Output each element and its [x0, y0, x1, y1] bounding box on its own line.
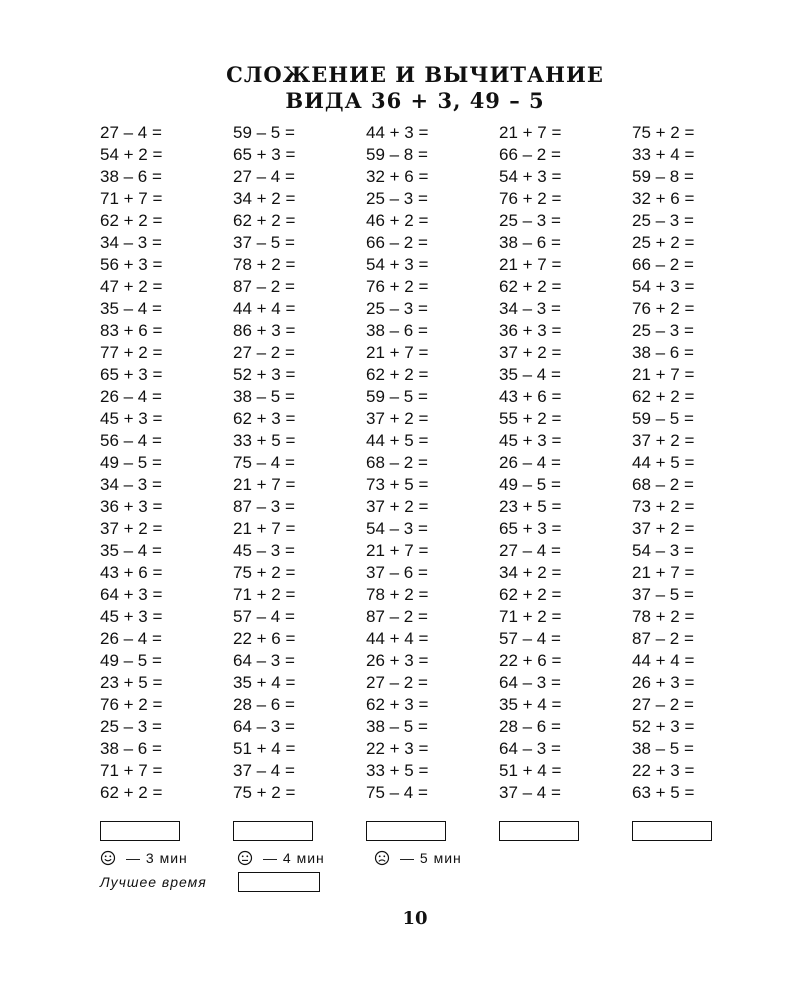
best-time-row [100, 872, 320, 892]
exercise-column-2 [233, 122, 366, 804]
exercise-item: 38 – 5 = [366, 717, 428, 736]
exercise-item: 68 – 2 = [632, 475, 694, 494]
exercise-item: 54 + 3 = [366, 255, 429, 274]
exercise-item: 37 + 2 = [366, 409, 429, 428]
exercise-item: 44 + 4 = [233, 299, 296, 318]
exercise-item: 38 – 6 = [632, 343, 694, 362]
exercise-item: 49 – 5 = [499, 475, 561, 494]
exercise-item: 37 + 2 = [499, 343, 562, 362]
exercise-item: 59 – 5 = [366, 387, 428, 406]
best-time-label: Лучшее время [100, 874, 207, 890]
exercise-item: 28 – 6 = [499, 717, 561, 736]
exercise-item: 21 + 7 = [499, 123, 562, 142]
exercise-item: 59 – 5 = [233, 123, 295, 142]
exercise-item: 37 + 2 = [632, 431, 695, 450]
exercise-item: 25 – 3 = [499, 211, 561, 230]
exercise-item: 34 – 3 = [100, 475, 162, 494]
exercise-item: 78 + 2 = [233, 255, 296, 274]
exercise-item: 52 + 3 = [233, 365, 296, 384]
exercise-item: 21 + 7 = [366, 541, 429, 560]
exercise-item: 54 – 3 = [366, 519, 428, 538]
exercise-item: 26 + 3 = [632, 673, 695, 692]
exercise-item: 62 + 2 = [233, 211, 296, 230]
exercise-item: 37 – 4 = [499, 783, 561, 802]
exercise-item: 46 + 2 = [366, 211, 429, 230]
exercise-item: 21 + 7 = [233, 519, 296, 538]
exercise-item: 32 + 6 = [366, 167, 429, 186]
exercise-item: 27 – 4 = [499, 541, 561, 560]
best-time-box[interactable] [238, 872, 320, 892]
exercise-item: 22 + 6 = [499, 651, 562, 670]
exercise-item: 64 – 3 = [499, 739, 561, 758]
page-title: СЛОЖЕНИЕ И ВЫЧИТАНИЕ [226, 62, 604, 87]
exercise-item: 25 – 3 = [632, 211, 694, 230]
exercise-item: 54 + 3 = [499, 167, 562, 186]
exercise-item: 23 + 5 = [499, 497, 562, 516]
exercise-item: 34 + 2 = [499, 563, 562, 582]
time-legend [100, 847, 514, 869]
time-boxes [100, 821, 765, 841]
smiley-happy-icon [100, 850, 118, 866]
exercise-item: 65 + 3 = [100, 365, 163, 384]
exercise-item: 34 – 3 = [499, 299, 561, 318]
exercise-item: 62 + 3 = [233, 409, 296, 428]
time-box-4[interactable] [499, 821, 579, 841]
legend-label: — 5 мин [400, 850, 462, 866]
exercise-item: 35 + 4 = [233, 673, 296, 692]
exercise-item: 35 – 4 = [499, 365, 561, 384]
exercise-item: 71 + 2 = [233, 585, 296, 604]
exercise-item: 26 – 4 = [100, 629, 162, 648]
exercise-item: 28 – 6 = [233, 695, 295, 714]
exercise-item: 33 + 4 = [632, 145, 695, 164]
exercise-item: 26 + 3 = [366, 651, 429, 670]
exercise-item: 87 – 2 = [233, 277, 295, 296]
exercise-item: 62 + 2 = [366, 365, 429, 384]
exercise-item: 34 + 2 = [233, 189, 296, 208]
exercise-item: 44 + 5 = [632, 453, 695, 472]
exercise-item: 26 – 4 = [100, 387, 162, 406]
exercise-item: 22 + 6 = [233, 629, 296, 648]
exercise-item: 87 – 3 = [233, 497, 295, 516]
exercise-item: 54 + 2 = [100, 145, 163, 164]
exercise-item: 37 + 2 = [632, 519, 695, 538]
legend-label: — 3 мин [126, 850, 188, 866]
exercise-item: 38 – 5 = [233, 387, 295, 406]
exercise-item: 64 – 3 = [233, 717, 295, 736]
exercise-item: 86 + 3 = [233, 321, 296, 340]
exercise-item: 37 + 2 = [366, 497, 429, 516]
exercise-item: 76 + 2 = [366, 277, 429, 296]
exercise-item: 75 + 2 = [233, 783, 296, 802]
exercise-item: 45 – 3 = [233, 541, 295, 560]
exercise-item: 23 + 5 = [100, 673, 163, 692]
exercise-item: 38 – 6 = [100, 167, 162, 186]
exercise-item: 37 – 5 = [632, 585, 694, 604]
exercise-item: 55 + 2 = [499, 409, 562, 428]
exercise-item: 35 – 4 = [100, 541, 162, 560]
exercise-item: 35 – 4 = [100, 299, 162, 318]
exercise-item: 25 – 3 = [632, 321, 694, 340]
time-box-1[interactable] [100, 821, 180, 841]
exercise-item: 49 – 5 = [100, 651, 162, 670]
exercise-item: 34 – 3 = [100, 233, 162, 252]
exercise-item: 66 – 2 = [499, 145, 561, 164]
legend-item-5-min [374, 847, 514, 869]
exercise-item: 62 + 2 = [499, 585, 562, 604]
exercise-item: 37 + 2 = [100, 519, 163, 538]
exercise-item: 59 – 8 = [632, 167, 694, 186]
exercise-item: 71 + 7 = [100, 761, 163, 780]
exercise-item: 76 + 2 = [632, 299, 695, 318]
exercise-item: 63 + 5 = [632, 783, 695, 802]
exercise-item: 44 + 4 = [632, 651, 695, 670]
exercise-item: 65 + 3 = [499, 519, 562, 538]
exercise-item: 21 + 7 = [632, 563, 695, 582]
exercise-item: 56 + 3 = [100, 255, 163, 274]
exercise-item: 62 + 2 = [100, 783, 163, 802]
exercise-item: 76 + 2 = [100, 695, 163, 714]
exercise-item: 37 – 6 = [366, 563, 428, 582]
page-subtitle: ВИДА 36 + 3, 49 – 5 [285, 88, 545, 113]
exercise-item: 25 – 3 = [366, 299, 428, 318]
exercise-item: 51 + 4 = [499, 761, 562, 780]
exercise-item: 73 + 5 = [366, 475, 429, 494]
exercise-item: 45 + 3 = [499, 431, 562, 450]
exercise-item: 38 – 5 = [632, 739, 694, 758]
exercise-item: 57 – 4 = [499, 629, 561, 648]
exercise-item: 49 – 5 = [100, 453, 162, 472]
legend-label: — 4 мин [263, 850, 325, 866]
exercise-item: 44 + 3 = [366, 123, 429, 142]
exercise-item: 78 + 2 = [366, 585, 429, 604]
exercise-item: 56 – 4 = [100, 431, 162, 450]
exercise-item: 75 + 2 = [233, 563, 296, 582]
exercise-item: 27 – 2 = [233, 343, 295, 362]
exercise-item: 36 + 3 = [499, 321, 562, 340]
exercise-item: 21 + 7 = [233, 475, 296, 494]
exercise-grid [100, 122, 765, 804]
exercise-column-3 [366, 122, 499, 804]
exercise-item: 26 – 4 = [499, 453, 561, 472]
time-box-2[interactable] [233, 821, 313, 841]
exercise-item: 21 + 7 = [366, 343, 429, 362]
exercise-item: 66 – 2 = [366, 233, 428, 252]
exercise-item: 38 – 6 = [100, 739, 162, 758]
exercise-item: 37 – 5 = [233, 233, 295, 252]
exercise-item: 33 + 5 = [233, 431, 296, 450]
exercise-item: 25 + 2 = [632, 233, 695, 252]
exercise-item: 54 – 3 = [632, 541, 694, 560]
exercise-item: 21 + 7 = [499, 255, 562, 274]
exercise-item: 54 + 3 = [632, 277, 695, 296]
exercise-item: 27 – 2 = [632, 695, 694, 714]
exercise-item: 45 + 3 = [100, 409, 163, 428]
smiley-neutral-icon [237, 850, 255, 866]
exercise-item: 62 + 2 = [632, 387, 695, 406]
exercise-item: 36 + 3 = [100, 497, 163, 516]
legend-item-4-min [237, 847, 374, 869]
exercise-item: 71 + 2 = [499, 607, 562, 626]
exercise-item: 25 – 3 = [366, 189, 428, 208]
exercise-item: 32 + 6 = [632, 189, 695, 208]
exercise-item: 27 – 2 = [366, 673, 428, 692]
exercise-item: 64 + 3 = [100, 585, 163, 604]
exercise-item: 22 + 3 = [632, 761, 695, 780]
exercise-item: 44 + 5 = [366, 431, 429, 450]
exercise-item: 43 + 6 = [499, 387, 562, 406]
time-box-5[interactable] [632, 821, 712, 841]
exercise-item: 73 + 2 = [632, 497, 695, 516]
exercise-item: 64 – 3 = [499, 673, 561, 692]
exercise-item: 37 – 4 = [233, 761, 295, 780]
exercise-item: 71 + 7 = [100, 189, 163, 208]
exercise-item: 68 – 2 = [366, 453, 428, 472]
exercise-item: 51 + 4 = [233, 739, 296, 758]
exercise-item: 33 + 5 = [366, 761, 429, 780]
time-box-3[interactable] [366, 821, 446, 841]
exercise-item: 66 – 2 = [632, 255, 694, 274]
exercise-item: 59 – 8 = [366, 145, 428, 164]
exercise-item: 21 + 7 = [632, 365, 695, 384]
exercise-item: 65 + 3 = [233, 145, 296, 164]
exercise-item: 83 + 6 = [100, 321, 163, 340]
exercise-column-1 [100, 122, 233, 804]
exercise-item: 62 + 2 = [100, 211, 163, 230]
exercise-item: 47 + 2 = [100, 277, 163, 296]
exercise-item: 75 – 4 = [233, 453, 295, 472]
exercise-item: 59 – 5 = [632, 409, 694, 428]
exercise-item: 62 + 2 = [499, 277, 562, 296]
exercise-item: 87 – 2 = [632, 629, 694, 648]
exercise-item: 62 + 3 = [366, 695, 429, 714]
exercise-item: 52 + 3 = [632, 717, 695, 736]
exercise-item: 35 + 4 = [499, 695, 562, 714]
exercise-item: 44 + 4 = [366, 629, 429, 648]
legend-item-3-min [100, 847, 237, 869]
exercise-item: 87 – 2 = [366, 607, 428, 626]
smiley-sad-icon [374, 850, 392, 866]
exercise-item: 22 + 3 = [366, 739, 429, 758]
exercise-item: 27 – 4 = [100, 123, 162, 142]
exercise-item: 78 + 2 = [632, 607, 695, 626]
exercise-item: 38 – 6 = [366, 321, 428, 340]
exercise-item: 75 – 4 = [366, 783, 428, 802]
exercise-item: 27 – 4 = [233, 167, 295, 186]
exercise-item: 45 + 3 = [100, 607, 163, 626]
exercise-item: 25 – 3 = [100, 717, 162, 736]
exercise-column-4 [499, 122, 632, 804]
exercise-item: 43 + 6 = [100, 563, 163, 582]
exercise-item: 77 + 2 = [100, 343, 163, 362]
page-number: 10 [402, 908, 428, 929]
exercise-item: 38 – 6 = [499, 233, 561, 252]
exercise-item: 76 + 2 = [499, 189, 562, 208]
exercise-item: 57 – 4 = [233, 607, 295, 626]
exercise-column-5 [632, 122, 765, 804]
exercise-item: 64 – 3 = [233, 651, 295, 670]
exercise-item: 75 + 2 = [632, 123, 695, 142]
